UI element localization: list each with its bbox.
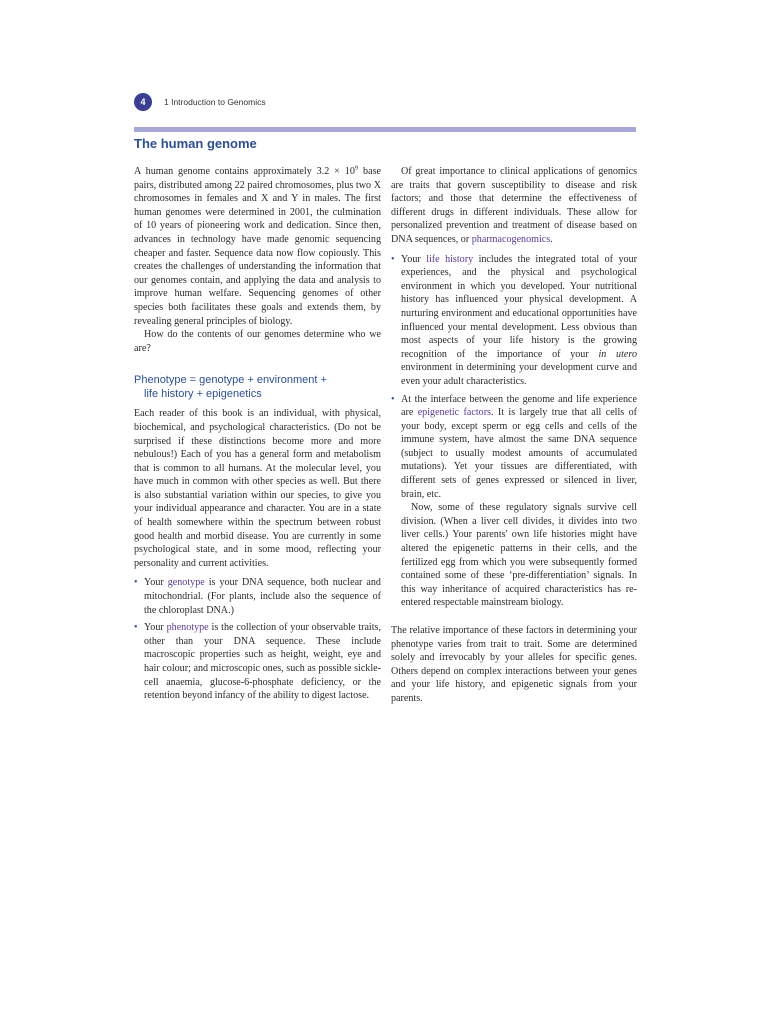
subhead-line-2: life history + epigenetics [144, 387, 262, 400]
left-bullet-list [134, 576, 381, 702]
closing-paragraph: The relative importance of these factors in determining your phenotype varies from trait to trait. Some are determined solely and irrevocably by your alleles for specific genes. Others depend on complex interactions between your genes and your life history, and epigenetic signals from your parents. [391, 625, 637, 704]
bullet-phenotype [134, 621, 381, 703]
bullet-text: environment in determining your development curve and even your adult characteristics. [401, 362, 637, 387]
page-number-badge: 4 [134, 93, 152, 111]
bullet-text: . It is largely true that all cells of your body, except sperm or egg cells and cells of the immune system, have almost the same DNA sequence (subject to usually modest amounts of accumulated mutations). Yet your tissues are differentiated, with different sets of genes expressed or silenced in liver, brain, etc. [401, 407, 637, 500]
bullet-text: Your [401, 253, 427, 265]
question-paragraph: How do the contents of our genomes determine who we are? [134, 329, 381, 354]
intro-text-a: A human genome contains approximately 3.2 × 10 [134, 166, 355, 177]
clinical-paragraph [391, 165, 637, 247]
italic-in-utero: in utero [598, 348, 637, 360]
bullet-text: is your DNA sequence, both nuclear and mitochondrial. (For plants, include also the sequence of the chloroplast DNA.) [144, 577, 381, 616]
bullet-text: is the collection of your observable traits, other than your DNA sequence. These include macroscopic properties such as height, weight, eye and hair colour; and microscopic ones, such as possible sickle-cell anaemia, glucose-6-phosphate deficiency, or the retention beyond infancy of the ability to digest lactose. [144, 622, 381, 702]
bullet-epigenetics [391, 393, 637, 611]
term-epigenetic-factors: epigenetic factors [417, 407, 491, 419]
bullet-icon: • [391, 253, 395, 265]
bullet-icon: • [134, 622, 138, 634]
bullet-icon: • [134, 577, 138, 589]
running-header [134, 93, 266, 111]
bullet-icon: • [391, 393, 395, 405]
bullet-text: Your [144, 577, 168, 589]
right-column [391, 165, 637, 706]
bullet-genotype [134, 576, 381, 617]
right-bullet-list [391, 253, 637, 610]
individual-paragraph: Each reader of this book is an individual, with physical, biochemical, and psychological characteristics. (Do not be surprised if these distinctions become more and more nebulous!) Each of you has a general form and metabolism that is common to all humans. At the molecular level, you have much in common with other species as well. But there is also substantial variation within our species, to give you your individual appearance and character. You are in a state of health somewhere within the spectrum between robust good health and morbid disease. You are currently in some psychological state, and in some mood, reflecting your personality and current activities. [134, 408, 381, 569]
subhead-line-1: Phenotype = genotype + environment + [134, 374, 327, 387]
left-column [134, 165, 381, 707]
term-pharmacogenomics: pharmacogenomics [471, 233, 551, 245]
intro-paragraph [134, 165, 381, 328]
term-genotype: genotype [167, 577, 205, 589]
term-phenotype: phenotype [166, 622, 209, 634]
paragraph-text: . [550, 233, 553, 245]
regulatory-paragraph: Now, some of these regulatory signals survive cell division. (When a liver cell divides, it divides into two liver cells.) Your parents' own life histories might have altered the epigenetic patterns in their cells, and the fertilized egg from which you were subsequently formed contained some of these ‘pre-differentiation’ signals. In this way inheritance of acquired characteristics has re-entered respectable mainstream biology. [401, 502, 637, 609]
spacer [391, 614, 637, 624]
subsection-heading [134, 374, 381, 401]
intro-text-b: base pairs, distributed among 22 paired chromosomes, plus two X chromosomes in females and X and Y in males. The first human genomes were determined in 2001, the culmination of 10 years of pioneering work and dedication. Since then, advances in technology have made genomic sequencing cheaper and faster. Sequence data now flow copiously. This creates the challenges of understanding the information that our genomes contain, and applying the data and analysis to improve human welfare. Sequencing genomes of other species both facilitates these goals and extends them, by revealing general principles of biology. [134, 166, 381, 327]
intro-exponent: 9 [354, 164, 359, 172]
paragraph-text: Of great importance to clinical applications of genomics are traits that govern susceptibility to disease and risk factors; and those that determine the effectiveness of different drugs in different individuals. These allow for personalized prevention and treatment of disease based on DNA sequences, or [391, 166, 637, 245]
section-title: The human genome [134, 136, 257, 151]
bullet-text: At the interface between the genome and life experience are [401, 393, 637, 419]
bullet-life-history [391, 253, 637, 389]
chapter-title: 1 Introduction to Genomics [164, 97, 266, 107]
bullet-text: Your [144, 622, 167, 634]
section-rule [134, 127, 636, 132]
term-life-history: life history [426, 253, 474, 265]
bullet-text: includes the integrated total of your experiences, and the physical and psychological environment in which you developed. Your nutritional history has influenced your physical development. A nurturing environment and educational opportunities have influenced your mental development. Less obvious than most aspects of your life history is the growing recognition of the importance of your [401, 253, 637, 360]
